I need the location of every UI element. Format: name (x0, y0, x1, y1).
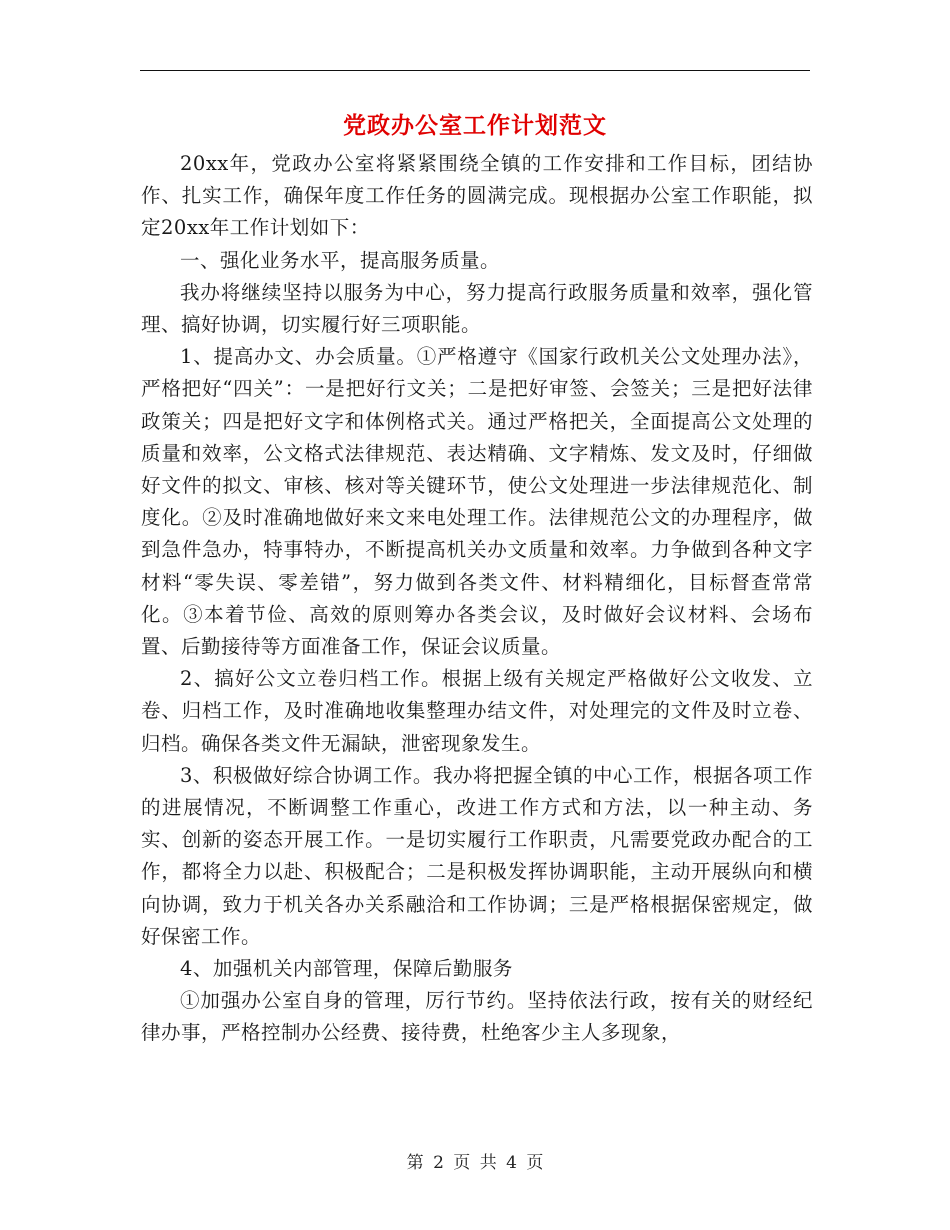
page-number-footer: 第 2 页 共 4 页 (406, 1153, 544, 1173)
header-rule (140, 70, 810, 71)
paragraph-item-3: 3、积极做好综合协调工作。我办将把握全镇的中心工作，根据各项工作的进展情况，不断调整工作重心，改进工作方式和方法，以一种主动、务实、创新的姿态开展工作。一是切实履行工作职责，凡需要党政办配合的工作，都将全力以赴、积极配合；二是积极发挥协调职能，主动开展纵向和横向协调，致力于机关各办关系融洽和工作协调；三是严格根据保密规定，做好保密工作。 (141, 763, 813, 948)
paragraph-item-2: 2、搞好公文立卷归档工作。根据上级有关规定严格做好公文收发、立卷、归档工作，及时准确地收集整理办结文件，对处理完的文件及时立卷、归档。确保各类文件无漏缺，泄密现象发生。 (141, 667, 813, 755)
document-body (141, 148, 813, 1050)
paragraph-item-4-sub-1: ①加强办公室自身的管理，厉行节约。坚持依法行政，按有关的财经纪律办事，严格控制办公经费、接待费，杜绝客少主人多现象， (141, 989, 813, 1045)
paragraph-item-4-heading: 4、加强机关内部管理，保障后勤服务 (180, 957, 513, 981)
paragraph-section-1: 我办将继续坚持以服务为中心，努力提高行政服务质量和效率，强化管理、搞好协调，切实履行好三项职能。 (141, 280, 813, 337)
paragraph-intro: 20xx年，党政办公室将紧紧围绕全镇的工作安排和工作目标，团结协作、扎实工作，确保年度工作任务的圆满完成。现根据办公室工作职能，拟定20xx年工作计划如下： (141, 152, 813, 240)
paragraph-item-1: 1、提高办文、办会质量。①严格遵守《国家行政机关公文处理办法》，严格把好“四关”：一是把好行文关；二是把好审签、会签关；三是把好法律政策关；四是把好文字和体例格式关。通过严格把关，全面提高公文处理的质量和效率，公文格式法律规范、表达精确、文字精炼、发文及时，仔细做好文件的拟文、审核、核对等关键环节，使公文处理进一步法律规范化、制度化。②及时准确地做好来文来电处理工作。法律规范公文的办理程序，做到急件急办，特事特办，不断提高机关办文质量和效率。力争做到各种文字材料“零失误、零差错”，努力做到各类文件、材料精细化，目标督查常常化。③本着节俭、高效的原则筹办各类会议，及时做好会议材料、会场布置、后勤接待等方面准备工作，保证会议质量。 (141, 345, 813, 659)
document-title: 党政办公室工作计划范文 (343, 112, 607, 139)
section-heading-1: 一、强化业务水平，提高服务质量。 (180, 248, 501, 272)
